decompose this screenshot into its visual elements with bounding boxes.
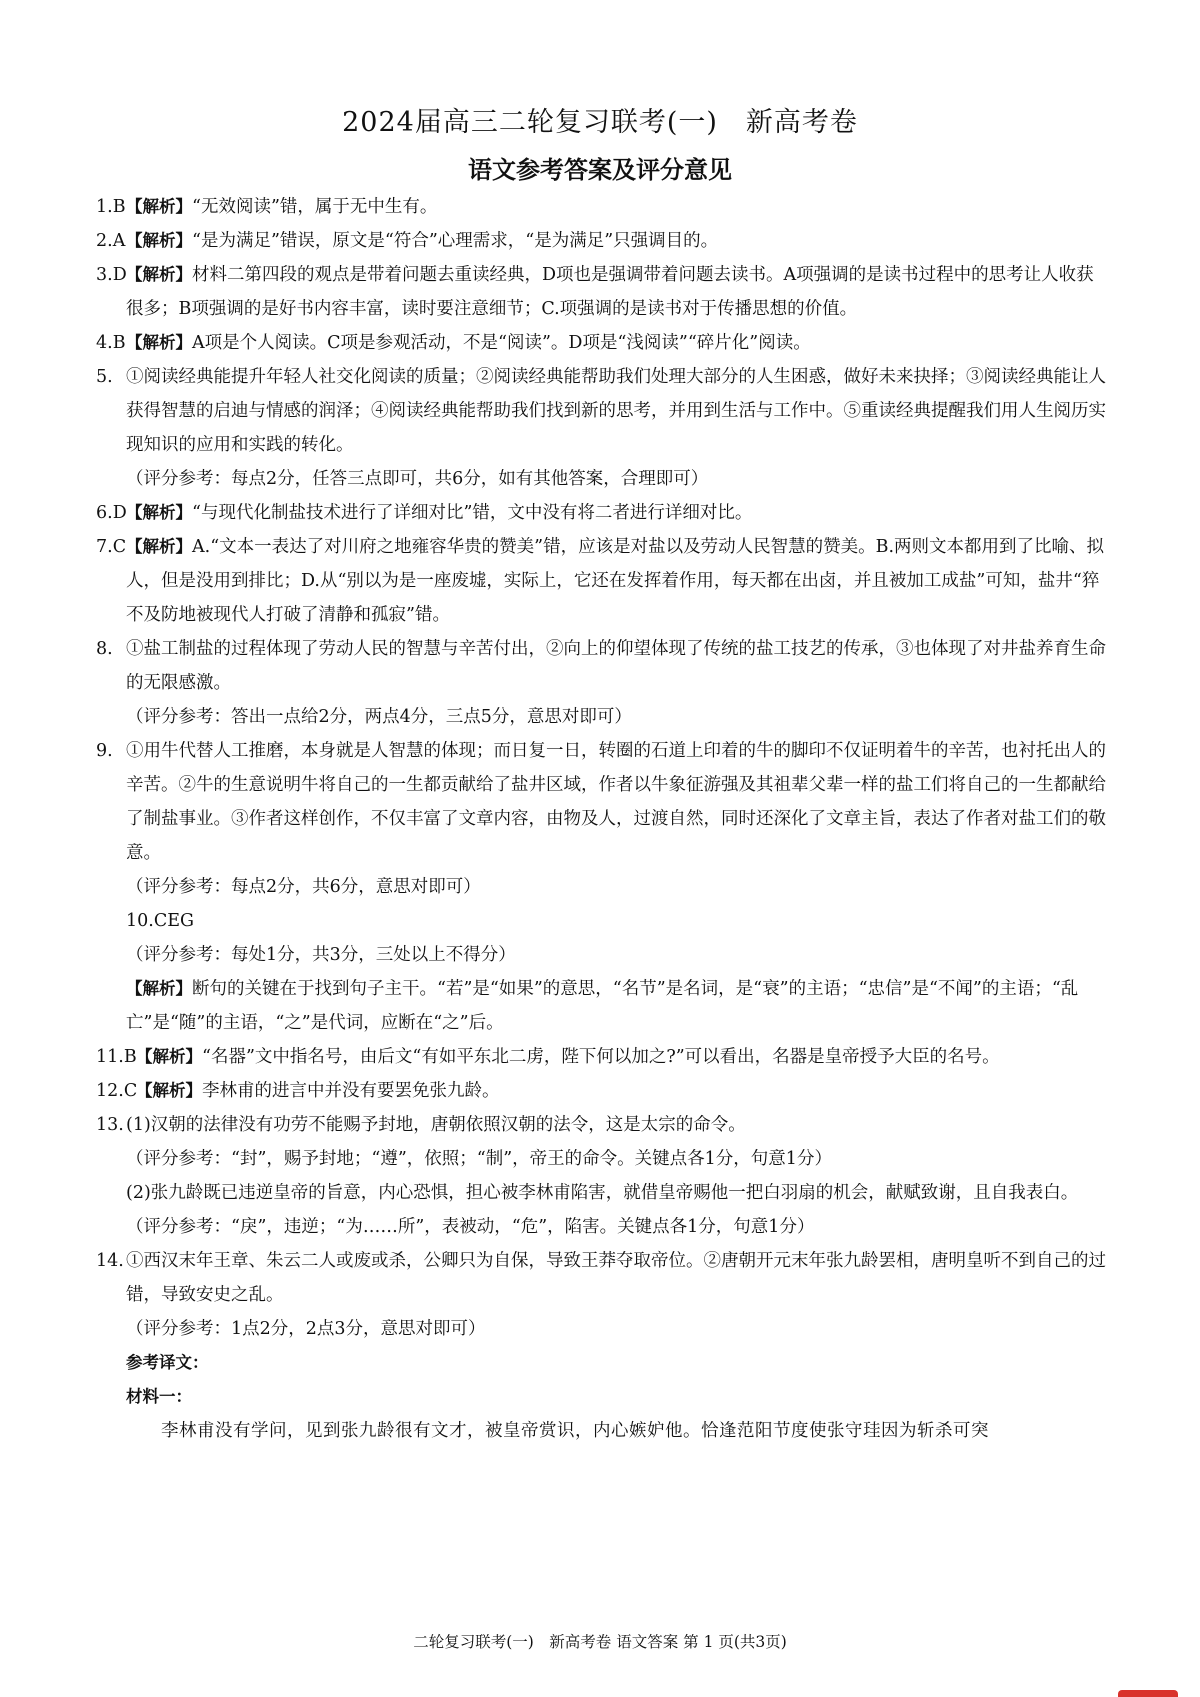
analysis-tag: 【解析】 xyxy=(126,265,192,284)
answer-10-analysis: 【解析】断句的关键在于找到句子主干。“若”是“如果”的意思，“名节”是名词，是“衰”的主语；“忠信”是“不闻”的主语；“乱亡”是“随”的主语，“之”是代词，应断在“之”后。 xyxy=(126,979,1079,1033)
answer-item-2: 2.A 【解析】“是为满足”错误，原文是“符合”心理需求，“是为满足”只强调目的。 xyxy=(96,231,719,251)
score-note: （评分参考：“封”，赐予封地；“遵”，依照；“制”，帝王的命令。关键点各1分，句意1分） xyxy=(126,1149,832,1169)
answer-10-label: 10.CEG xyxy=(126,911,194,931)
score-note: （评分参考：答出一点给2分，两点4分，三点5分，意思对即可） xyxy=(126,707,632,727)
score-note: （评分参考：“戾”，违逆；“为……所”，表被动，“危”，陷害。关键点各1分，句意1分） xyxy=(126,1217,815,1237)
answer-item-12: 12.C 【解析】李林甫的进言中并没有要罢免张九龄。 xyxy=(96,1081,500,1101)
translation-heading: 参考译文： xyxy=(126,1353,209,1372)
analysis-tag: 【解析】 xyxy=(136,1047,202,1066)
translation-paragraph: 李林甫没有学问，见到张九龄很有文才，被皇帝赏识，内心嫉妒他。恰逢范阳节度使张守珪因为斩杀可突 xyxy=(161,1421,989,1441)
analysis-tag: 【解析】 xyxy=(126,333,192,352)
document-subtitle: 语文参考答案及评分意见 xyxy=(468,156,732,184)
answer-item-5: 5. ①阅读经典能提升年轻人社交化阅读的质量；②阅读经典能帮助我们处理大部分的人生困惑，做好未来抉择；③阅读经典能让人获得智慧的启迪与情感的润泽；④阅读经典能帮助我们找到新的思考，并用到生活与工作中。⑤重读经典提醒我们用人生阅历实现知识的应用和实践的转化。 （评分参考：每点2分，任答三点即可，共6分，如有其他答案，合理即可） xyxy=(96,360,1106,496)
material-one-heading: 材料一： xyxy=(126,1387,192,1406)
analysis-tag: 【解析】 xyxy=(126,231,192,250)
score-note: （评分参考：1点2分，2点3分，意思对即可） xyxy=(126,1319,486,1339)
score-note: （评分参考：每点2分，任答三点即可，共6分，如有其他答案，合理即可） xyxy=(126,469,709,489)
answer-item-7: 7.C 【解析】A.“文本一表达了对川府之地雍容华贵的赞美”错，应该是对盐以及劳动人民智慧的赞美。B.两则文本都用到了比喻、拟人，但是没用到排比；D.从“别以为是一座废墟，实际上，它还在发挥着作用，每天都在出卤，并且被加工成盐”可知，盐井“猝不及防地被现代人打破了清静和孤寂”错。 xyxy=(96,537,1105,625)
corner-mark xyxy=(1118,1690,1178,1697)
score-note: （评分参考：每处1分，共3分，三处以上不得分） xyxy=(126,945,516,965)
answer-item-11: 11.B 【解析】“名器”文中指名号，由后文“有如平东北二虏，陛下何以加之?”可以看出，名器是皇帝授予大臣的名号。 xyxy=(96,1047,1000,1067)
answer-item-4: 4.B 【解析】A项是个人阅读。C项是参观活动，不是“阅读”。D项是“浅阅读”“碎片化”阅读。 xyxy=(96,333,811,353)
analysis-tag: 【解析】 xyxy=(126,197,192,216)
exam-title: 2024届高三二轮复习联考(一) 新高考卷 xyxy=(342,107,858,138)
answer-item-10 xyxy=(96,904,1106,938)
analysis-tag: 【解析】 xyxy=(126,537,192,556)
analysis-tag: 【解析】 xyxy=(126,979,192,998)
analysis-tag: 【解析】 xyxy=(126,503,192,522)
answer-item-13: 13. (1)汉朝的法律没有功劳不能赐予封地，唐朝依照汉朝的法令，这是太宗的命令。 （评分参考：“封”，赐予封地；“遵”，依照；“制”，帝王的命令。关键点各1分，句意1分） (2)张九龄既已违逆皇帝的旨意，内心恐惧，担心被李林甫陷害，就借皇帝赐他一把白羽扇的机会，献赋致谢，且自我表白。 （评分参考：“戾”，违逆；“为……所”，表被动，“危”，陷害。关键点各1分，句意1分） xyxy=(96,1108,1106,1244)
analysis-tag: 【解析】 xyxy=(136,1081,202,1100)
translation-1: (1)汉朝的法律没有功劳不能赐予封地，唐朝依照汉朝的法令，这是太宗的命令。 xyxy=(126,1115,746,1135)
answer-item-9: 9. ①用牛代替人工推磨，本身就是人智慧的体现；而日复一日，转圈的石道上印着的牛的脚印不仅证明着牛的辛苦，也衬托出人的辛苦。②牛的生意说明牛将自己的一生都贡献给了盐井区域，作者以牛象征游强及其祖辈父辈一样的盐工们将自己的一生都献给了制盐事业。③作者这样创作，不仅丰富了文章内容，由物及人，过渡自然，同时还深化了文章主旨，表达了作者对盐工们的敬意。 （评分参考：每点2分，共6分，意思对即可） xyxy=(96,734,1106,904)
score-note: （评分参考：每点2分，共6分，意思对即可） xyxy=(126,877,481,897)
answer-item-3: 3.D 【解析】材料二第四段的观点是带着问题去重读经典，D项也是强调带着问题去读书。A项强调的是读书过程中的思考让人收获很多；B项强调的是好书内容丰富，读时要注意细节；C.项强调的是读书对于传播思想的价值。 xyxy=(96,265,1094,319)
answer-item-8: 8. ①盐工制盐的过程体现了劳动人民的智慧与辛苦付出，②向上的仰望体现了传统的盐工技艺的传承，③也体现了对井盐养育生命的无限感激。 （评分参考：答出一点给2分，两点4分，三点5分，意思对即可） xyxy=(96,632,1106,734)
translation-2: (2)张九龄既已违逆皇帝的旨意，内心恐惧，担心被李林甫陷害，就借皇帝赐他一把白羽扇的机会，献赋致谢，且自我表白。 xyxy=(126,1183,1079,1203)
answer-item-6: 6.D 【解析】“与现代化制盐技术进行了详细对比”错，文中没有将二者进行详细对比。 xyxy=(96,503,753,523)
answer-list xyxy=(96,190,1106,1448)
answer-item-14: 14. ①西汉末年王章、朱云二人或废或杀，公卿只为自保，导致王莽夺取帝位。②唐朝开元末年张九龄罢相，唐明皇听不到自己的过错，导致安史之乱。 （评分参考：1点2分，2点3分，意思对即可） xyxy=(96,1244,1106,1346)
page-footer: 二轮复习联考(一) 新高考卷 语文答案 第 1 页(共3页) xyxy=(413,1633,787,1651)
answer-item-1: 1.B 【解析】“无效阅读”错，属于无中生有。 xyxy=(96,197,438,217)
